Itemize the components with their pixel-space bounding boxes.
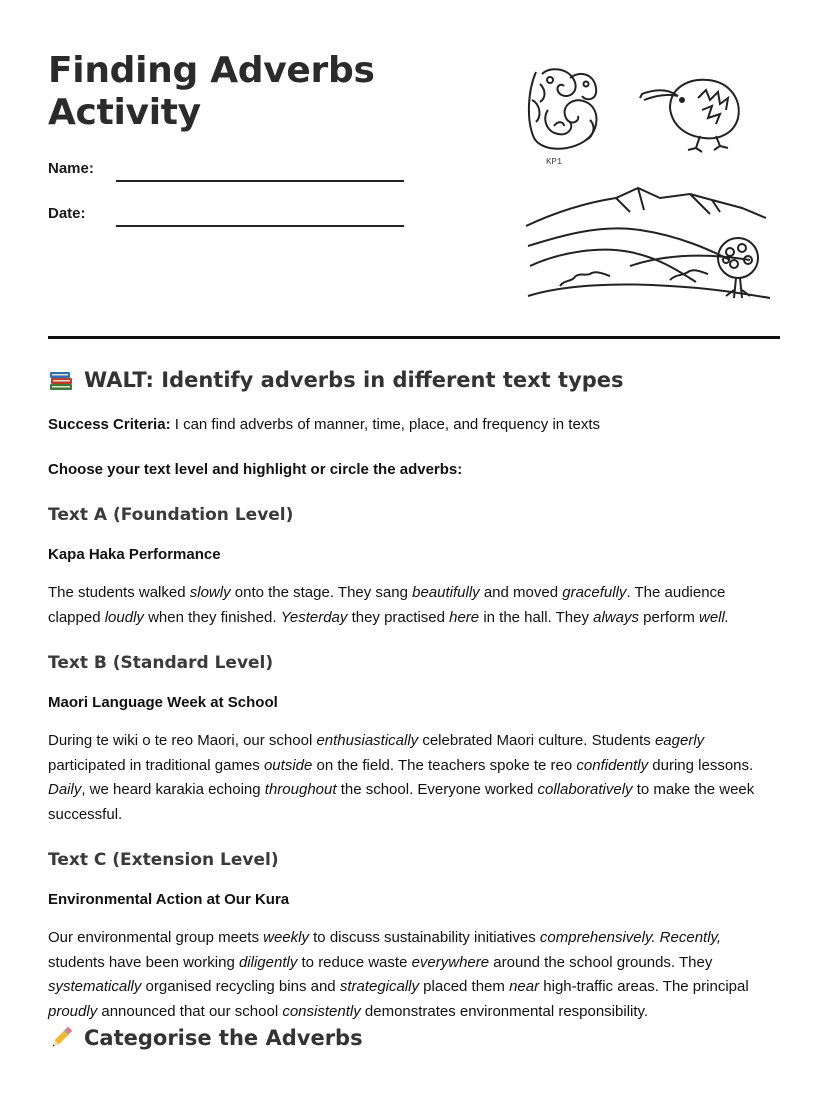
text-a-passage [48,581,780,630]
text-a-level: Text A (Foundation Level) [48,505,294,525]
passage-text: announced that our school [97,1002,283,1020]
passage-text: around the school grounds. They [489,953,713,971]
adverb-word[interactable]: consistently [282,1002,361,1020]
name-label: Name: [48,160,94,177]
categorise-heading [48,1024,780,1052]
adverb-word[interactable]: slowly [189,584,231,601]
passage-text: to discuss sustainability initiatives [308,929,540,946]
walt-heading-text: WALT: Identify adverbs in different text types [84,368,624,392]
success-criteria [48,413,780,438]
passage-text: demonstrates environmental responsibility. [360,1002,649,1020]
adverb-word[interactable]: Daily [48,781,82,798]
adverb-word[interactable]: eagerly [654,732,705,749]
adverb-word[interactable]: loudly [104,608,144,626]
categorise-heading-text: Categorise the Adverbs [84,1026,363,1050]
adverb-word[interactable]: always [593,608,639,626]
page-title [48,50,375,134]
passage-text: to make the week successful. [48,781,755,823]
passage-text: Our environmental group meets [48,929,264,946]
header-illustration [520,60,780,310]
adverb-word[interactable]: strategically [339,978,420,995]
passage-text: when they finished. [143,608,281,626]
title-line-1: Finding Adverbs [48,50,375,91]
adverb-word[interactable]: beautifully [412,584,480,601]
title-line-2: Activity [48,92,201,133]
date-field[interactable] [116,225,404,227]
success-criteria-text: I can find adverbs of manner, time, place, and frequency in texts [170,416,600,433]
text-c-passage [48,926,780,1024]
success-criteria-label: Success Criteria: [48,416,171,433]
passage-text: and moved [479,584,563,601]
adverb-word[interactable]: everywhere [411,953,490,971]
adverb-word[interactable]: collaboratively [537,781,633,798]
kiwi-bird-icon [640,80,739,152]
adverb-word[interactable]: comprehensively. Recently, [539,929,722,946]
main-content [48,366,780,1052]
adverb-word[interactable]: weekly [263,929,309,946]
passage-text: During te wiki o te reo Maori, our school [48,732,317,749]
adverb-word[interactable]: systematically [48,978,142,995]
text-a-title: Kapa Haka Performance [48,546,221,563]
header-divider [48,336,780,339]
adverb-word[interactable]: outside [263,756,313,774]
passage-text: , we heard karakia echoing [81,781,265,798]
walt-heading [48,366,780,394]
passage-text: high-traffic areas. The principal [539,978,749,995]
name-field[interactable] [116,180,404,182]
text-b-passage [48,729,780,827]
landscape-icon [526,188,770,298]
passage-text: perform [638,608,699,626]
koru-emblem-icon [529,69,597,149]
date-field-row [48,205,408,235]
passage-text: to reduce waste [297,953,412,971]
text-b-level: Text B (Standard Level) [48,653,274,673]
passage-text: they practised [347,608,450,626]
adverb-word[interactable]: gracefully [562,584,627,601]
text-c-level: Text C (Extension Level) [48,850,279,870]
adverb-word[interactable]: confidently [576,756,649,774]
adverb-word[interactable]: well. [699,608,730,626]
text-b-title: Maori Language Week at School [48,694,278,711]
passage-text: students have been working [48,953,239,971]
passage-text: the school. Everyone worked [336,781,538,798]
text-c-title: Environmental Action at Our Kura [48,891,290,908]
adverb-word[interactable]: Yesterday [280,608,348,626]
instructions: Choose your text level and highlight or circle the adverbs: [48,460,463,478]
adverb-word[interactable]: here [449,608,480,626]
passage-text: organised recycling bins and [141,978,340,995]
passage-text: onto the stage. They sang [230,584,413,601]
passage-text: celebrated Maori culture. Students [418,732,655,749]
passage-text: during lessons. [648,756,754,774]
adverb-word[interactable]: diligently [238,953,298,971]
name-field-row [48,160,408,190]
adverb-word[interactable]: throughout [264,781,337,798]
passage-text: in the hall. They [479,608,594,626]
adverb-word[interactable]: enthusiastically [316,732,419,749]
pencil-icon [48,1025,74,1051]
passage-text: placed them [419,978,510,995]
passage-text: participated in traditional games [48,756,264,774]
art-caption: KP1 [546,157,563,167]
passage-text: . The audience clapped [48,584,726,626]
books-icon [48,367,74,393]
adverb-word[interactable]: near [509,978,540,995]
adverb-word[interactable]: proudly [48,1002,98,1020]
date-label: Date: [48,205,86,222]
passage-text: on the field. The teachers spoke te reo [312,756,577,774]
passage-text: The students walked [48,584,190,601]
